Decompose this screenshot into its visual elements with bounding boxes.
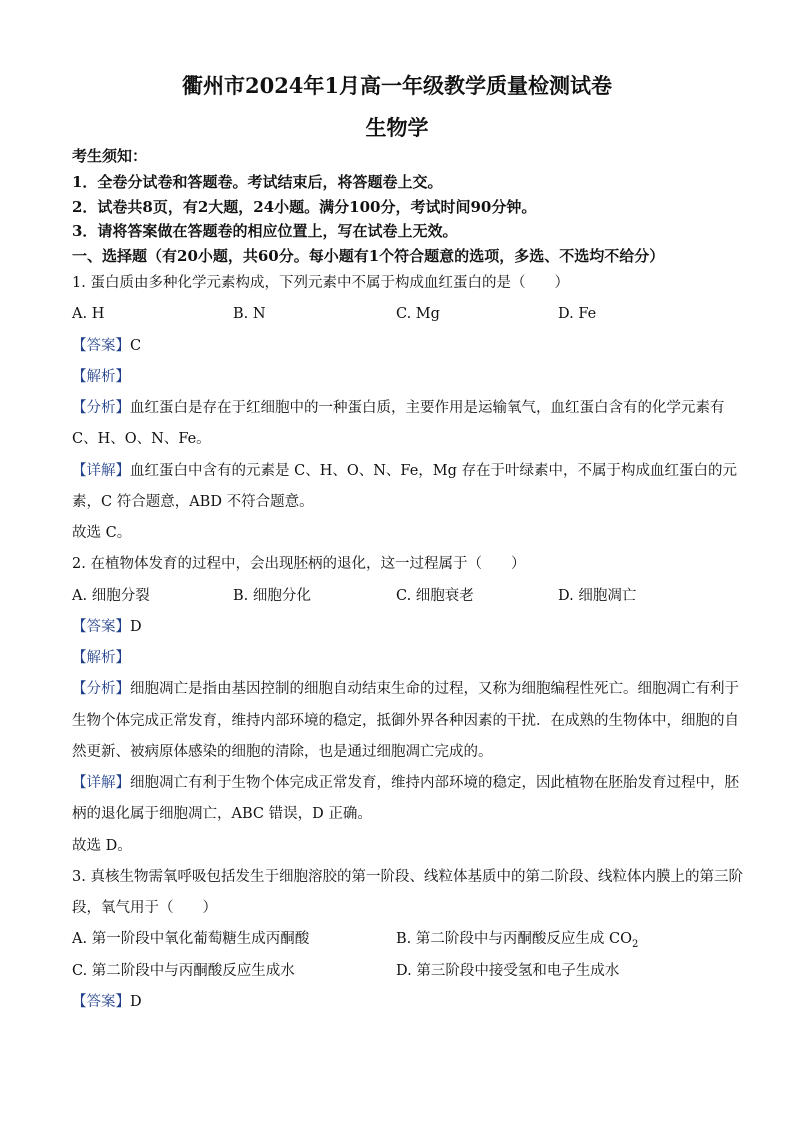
- question-stem: 2. 在植物体发育的过程中，会出现胚柄的退化，这一过程属于（ ）: [72, 556, 526, 572]
- analysis-line: [72, 398, 725, 418]
- option-a: A. 细胞分裂: [72, 588, 150, 604]
- fenxi-tag: 【分析】: [72, 681, 130, 697]
- option-d: D. Fe: [558, 306, 597, 322]
- detail-line: [72, 773, 739, 793]
- option-b-subscript: 2: [631, 938, 639, 950]
- answer-line: [72, 617, 722, 637]
- question-stem: 1. 蛋白质由多种化学元素构成，下列元素中不属于构成血红蛋白的是（ ）: [72, 275, 569, 291]
- xiangjie-text: 细胞凋亡有利于生物个体完成正常发育，维持内部环境的稳定，因此植物在胚胎发育过程中，胚: [130, 775, 739, 791]
- option-c: C. Mg: [396, 306, 440, 322]
- analysis-text: 生物个体完成正常发育，维持内部环境的稳定，抵御外界各种因素的干扰．在成熟的生物体中，细胞的自: [72, 713, 739, 729]
- option-d: D. 细胞凋亡: [558, 588, 637, 604]
- fenxi-text: 血红蛋白是存在于红细胞中的一种蛋白质，主要作用是运输氧气，血红蛋白含有的化学元素有: [130, 400, 725, 416]
- analysis-text: C、H、O、N、Fe。: [72, 431, 211, 447]
- question-stem: 段，氧气用于（ ）: [72, 900, 217, 916]
- answer-value: D: [130, 619, 142, 635]
- detail-text: 素，C 符合题意，ABD 不符合题意。: [72, 494, 314, 510]
- option-d: D. 第三阶段中接受氢和电子生成水: [396, 963, 620, 979]
- section-heading: 一、选择题（有20小题，共60分。每小题有1个符合题意的选项，多选、不选均不给分）: [72, 247, 665, 265]
- fenxi-tag: 【分析】: [72, 400, 130, 416]
- analysis-line: [72, 679, 739, 699]
- conclusion: 故选 C。: [72, 525, 132, 541]
- answer-tag: 【答案】: [72, 619, 130, 635]
- notice-item: 3．请将答案做在答题卷的相应位置上，写在试卷上无效。: [72, 222, 458, 240]
- answer-value: C: [130, 338, 142, 354]
- question-stem: 3. 真核生物需氧呼吸包括发生于细胞溶胶的第一阶段、线粒体基质中的第二阶段、线粒体内膜上的第三阶: [72, 869, 743, 885]
- detail-line: [72, 461, 738, 481]
- notice-heading: 考生须知：: [72, 147, 148, 165]
- option-b: [396, 929, 638, 955]
- option-b: B. 细胞分化: [233, 588, 311, 604]
- option-b-text: B. 第二阶段中与丙酮酸反应生成 CO: [396, 931, 632, 947]
- option-c: C. 第二阶段中与丙酮酸反应生成水: [72, 963, 295, 979]
- conclusion: 故选 D。: [72, 838, 132, 854]
- answer-tag: 【答案】: [72, 994, 130, 1010]
- option-a: A. 第一阶段中氧化葡萄糖生成丙酮酸: [72, 931, 310, 947]
- xiangjie-tag: 【详解】: [72, 775, 130, 791]
- analysis-text: 然更新、被病原体感染的细胞的清除，也是通过细胞凋亡完成的。: [72, 744, 493, 760]
- option-b: B. N: [233, 306, 266, 322]
- detail-text: 柄的退化属于细胞凋亡，ABC 错误，D 正确。: [72, 806, 372, 822]
- answer-tag: 【答案】: [72, 338, 130, 354]
- fenxi-text: 细胞凋亡是指由基因控制的细胞自动结束生命的过程，又称为细胞编程性死亡。细胞凋亡有利于: [130, 681, 739, 697]
- notice-item: 2．试卷共8页，有2大题，24小题。满分100分，考试时间90分钟。: [72, 198, 537, 216]
- xiangjie-tag: 【详解】: [72, 463, 130, 479]
- answer-line: [72, 336, 722, 356]
- option-c: C. 细胞衰老: [396, 588, 474, 604]
- analysis-tag: 【解析】: [72, 369, 130, 385]
- xiangjie-text: 血红蛋白中含有的元素是 C、H、O、N、Fe，Mg 存在于叶绿素中，不属于构成血红蛋白的元: [130, 463, 738, 479]
- option-a: A. H: [72, 306, 105, 322]
- answer-line: [72, 992, 722, 1012]
- notice-item: 1．全卷分试卷和答题卷。考试结束后，将答题卷上交。: [72, 173, 443, 191]
- exam-title: 衢州市2024年1月高一年级教学质量检测试卷: [181, 73, 613, 98]
- analysis-tag: 【解析】: [72, 650, 130, 666]
- subject-title: 生物学: [365, 115, 429, 140]
- answer-value: D: [130, 994, 142, 1010]
